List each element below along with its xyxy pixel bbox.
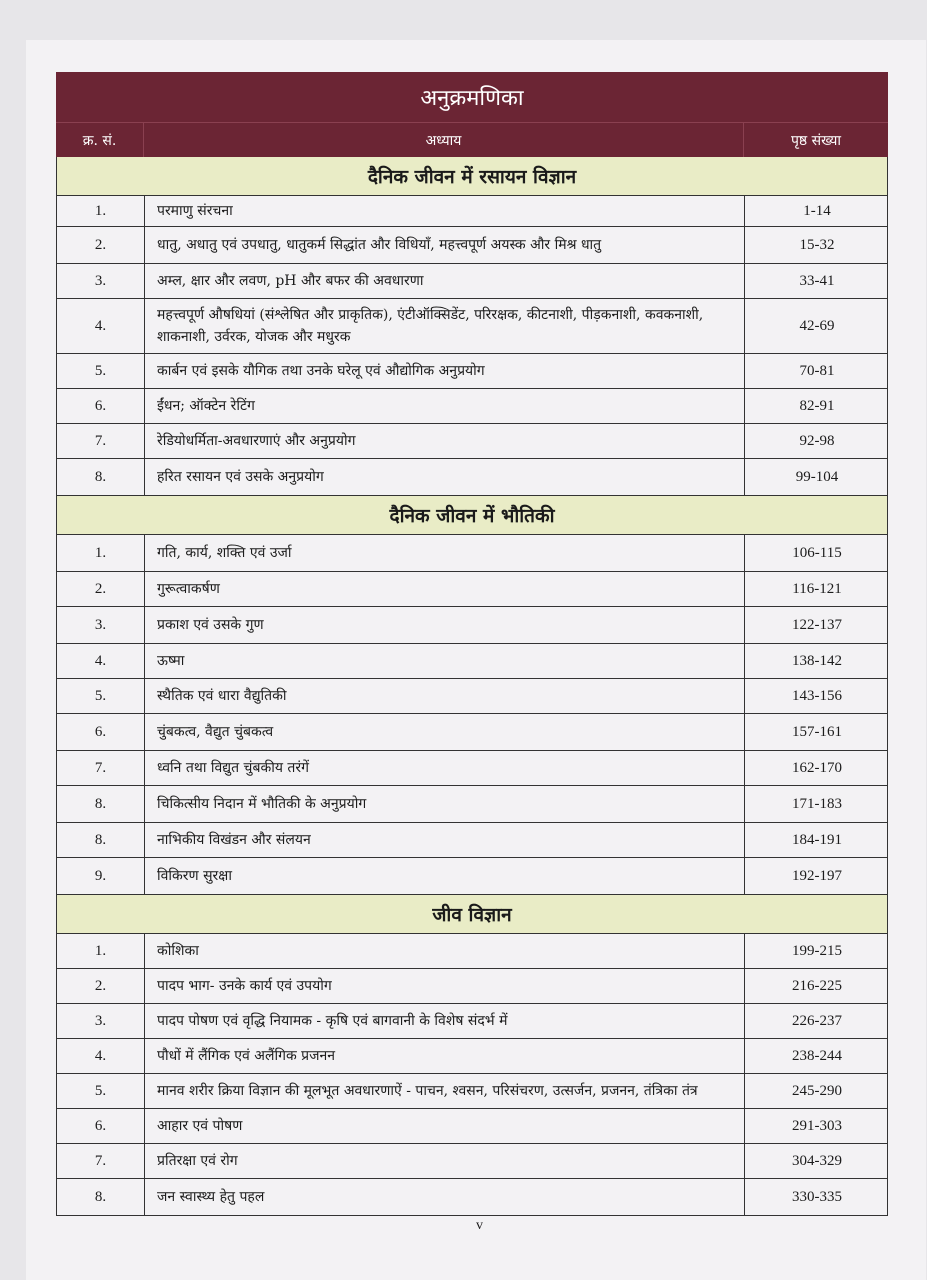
chapter-title: परमाणु संरचना — [145, 196, 745, 226]
page-range: 330-335 — [792, 1188, 842, 1205]
serial-number: 7. — [57, 1144, 145, 1178]
chapter-title: गति, कार्य, शक्ति एवं उर्जा — [145, 535, 745, 571]
table-row — [56, 389, 888, 424]
toc-sections — [56, 157, 888, 1216]
table-row — [56, 644, 888, 679]
table-row — [56, 196, 888, 227]
chapter-title: विकिरण सुरक्षा — [145, 858, 745, 894]
serial-number: 5. — [57, 354, 145, 388]
table-row — [56, 1074, 888, 1109]
chapter-title: अम्ल, क्षार और लवण, pH और बफर की अवधारणा — [145, 264, 745, 298]
table-row — [56, 535, 888, 572]
page-range: 162-170 — [792, 759, 842, 776]
serial-number: 3. — [57, 1004, 145, 1038]
page-range: 304-329 — [792, 1152, 842, 1169]
chapter-title: स्थैतिक एवं धारा वैद्युतिकी — [145, 679, 745, 713]
serial-column-header: क्र. सं. — [56, 123, 144, 157]
serial-number: 7. — [57, 424, 145, 458]
serial-number: 1. — [57, 934, 145, 968]
table-row — [56, 1179, 888, 1216]
serial-number: 8. — [57, 459, 145, 495]
serial-number: 8. — [57, 786, 145, 822]
table-row — [56, 714, 888, 751]
page-range: 245-290 — [792, 1082, 842, 1099]
page-range: 226-237 — [792, 1012, 842, 1029]
serial-number: 3. — [57, 264, 145, 298]
chapter-title: पादप पोषण एवं वृद्धि नियामक - कृषि एवं बागवानी के विशेष संदर्भ में — [145, 1004, 745, 1038]
page-range: 122-137 — [792, 616, 842, 633]
chapter-title: जन स्वास्थ्य हेतु पहल — [145, 1179, 745, 1215]
chapter-title: महत्त्वपूर्ण औषधियां (संश्लेषित और प्राकृतिक), एंटीऑक्सिडेंट, परिरक्षक, कीटनाशी, पीड़कनाशी, कवकनाशी, शाकनाशी, उर्वरक, योजक और मधुरक — [145, 299, 745, 353]
page-range: 33-41 — [799, 272, 835, 289]
table-row — [56, 823, 888, 858]
page-range: 82-91 — [799, 397, 835, 414]
table-row — [56, 1004, 888, 1039]
chapter-title: पादप भाग- उनके कार्य एवं उपयोग — [145, 969, 745, 1003]
serial-number: 3. — [57, 607, 145, 643]
serial-number: 6. — [57, 389, 145, 423]
page-range: 199-215 — [792, 942, 842, 959]
serial-number: 8. — [57, 1179, 145, 1215]
column-header-row — [56, 122, 888, 157]
chapter-title: नाभिकीय विखंडन और संलयन — [145, 823, 745, 857]
table-row — [56, 934, 888, 969]
table-row — [56, 459, 888, 496]
section-heading: जीव विज्ञान — [56, 895, 888, 934]
chapter-title: पौधों में लैंगिक एवं अलैंगिक प्रजनन — [145, 1039, 745, 1073]
toc-title: अनुक्रमणिका — [56, 72, 888, 122]
chapter-title: मानव शरीर क्रिया विज्ञान की मूलभूत अवधारणाऐं - पाचन, श्वसन, परिसंचरण, उत्सर्जन, प्रजनन, तंत्रिका तंत्र — [145, 1074, 745, 1108]
chapter-title: चिकित्सीय निदान में भौतिकी के अनुप्रयोग — [145, 786, 745, 822]
chapter-title: हरित रसायन एवं उसके अनुप्रयोग — [145, 459, 745, 495]
table-row — [56, 264, 888, 299]
serial-number: 6. — [57, 1109, 145, 1143]
page-range: 70-81 — [799, 362, 835, 379]
table-row — [56, 424, 888, 459]
chapter-title: रेडियोधर्मिता-अवधारणाएं और अनुप्रयोग — [145, 424, 745, 458]
table-row — [56, 299, 888, 354]
serial-number: 6. — [57, 714, 145, 750]
table-row — [56, 227, 888, 264]
chapter-title: प्रतिरक्षा एवं रोग — [145, 1144, 745, 1178]
chapter-title: ऊष्मा — [145, 644, 745, 678]
chapter-title: आहार एवं पोषण — [145, 1109, 745, 1143]
serial-number: 1. — [57, 535, 145, 571]
serial-number: 4. — [57, 1039, 145, 1073]
page-column-header: पृष्ठ संख्या — [790, 132, 842, 149]
page-range: 106-115 — [792, 544, 842, 561]
page-range: 42-69 — [799, 317, 835, 334]
serial-number: 5. — [57, 679, 145, 713]
chapter-title: प्रकाश एवं उसके गुण — [145, 607, 745, 643]
chapter-title: ईंधन; ऑक्टेन रेटिंग — [145, 389, 745, 423]
chapter-column-header: अध्याय — [144, 123, 744, 157]
table-row — [56, 607, 888, 644]
serial-number: 2. — [57, 969, 145, 1003]
table-row — [56, 1144, 888, 1179]
page-range: 1-14 — [803, 202, 831, 219]
table-row — [56, 786, 888, 823]
serial-number: 4. — [57, 644, 145, 678]
chapter-title: गुरूत्वाकर्षण — [145, 572, 745, 606]
table-row — [56, 1109, 888, 1144]
chapter-title: कार्बन एवं इसके यौगिक तथा उनके घरेलू एवं औद्योगिक अनुप्रयोग — [145, 354, 745, 388]
page-range: 192-197 — [792, 867, 842, 884]
page-range: 116-121 — [792, 580, 842, 597]
page-range: 216-225 — [792, 977, 842, 994]
table-row — [56, 1039, 888, 1074]
serial-number: 2. — [57, 572, 145, 606]
chapter-title: कोशिका — [145, 934, 745, 968]
serial-number: 2. — [57, 227, 145, 263]
chapter-title: धातु, अधातु एवं उपधातु, धातुकर्म सिद्धांत और विधियाँ, महत्त्वपूर्ण अयस्क और मिश्र धातु — [145, 227, 745, 263]
chapter-title: ध्वनि तथा विद्युत चुंबकीय तरंगें — [145, 751, 745, 785]
page-range: 184-191 — [792, 831, 842, 848]
page-range: 238-244 — [792, 1047, 842, 1064]
table-row — [56, 858, 888, 895]
serial-number: 7. — [57, 751, 145, 785]
page-range: 138-142 — [792, 652, 842, 669]
table-row — [56, 679, 888, 714]
page-number: v — [476, 1218, 483, 1233]
page-range: 15-32 — [799, 236, 835, 253]
serial-number: 4. — [57, 299, 145, 353]
page-range: 291-303 — [792, 1117, 842, 1134]
page-range: 157-161 — [792, 723, 842, 740]
serial-number: 5. — [57, 1074, 145, 1108]
serial-number: 8. — [57, 823, 145, 857]
page-range: 143-156 — [792, 687, 842, 704]
table-row — [56, 751, 888, 786]
page-range: 92-98 — [799, 432, 835, 449]
section-heading: दैनिक जीवन में भौतिकी — [56, 496, 888, 535]
serial-number: 9. — [57, 858, 145, 894]
page-range: 171-183 — [792, 795, 842, 812]
chapter-title: चुंबकत्व, वैद्युत चुंबकत्व — [145, 714, 745, 750]
serial-number: 1. — [57, 196, 145, 226]
page-range: 99-104 — [795, 468, 839, 485]
table-row — [56, 354, 888, 389]
table-row — [56, 572, 888, 607]
table-row — [56, 969, 888, 1004]
table-of-contents — [56, 72, 888, 1216]
section-heading: दैनिक जीवन में रसायन विज्ञान — [56, 157, 888, 196]
